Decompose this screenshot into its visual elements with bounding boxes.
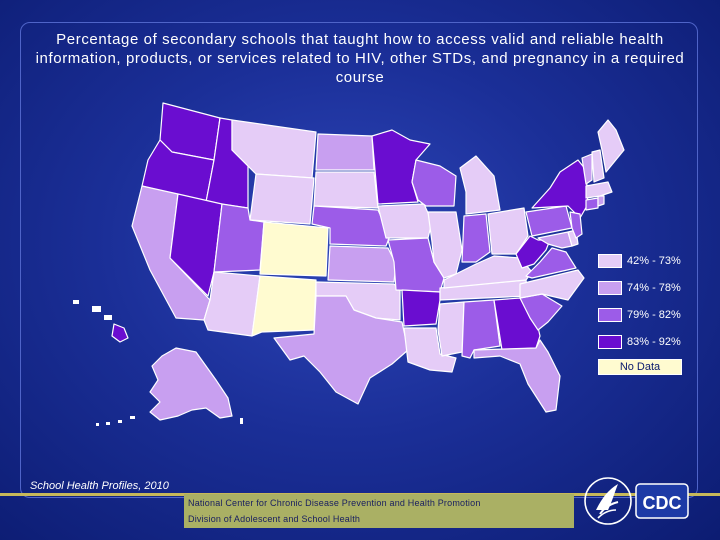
state-kansas	[328, 246, 396, 282]
legend-label-42-73: 42% - 73%	[627, 255, 681, 267]
legend-swatch-74-78	[598, 281, 622, 295]
legend-swatch-79-82	[598, 308, 622, 322]
state-new-hampshire	[592, 150, 604, 182]
cdc-logo-text: CDC	[642, 493, 682, 513]
hawaii-small-islands	[73, 300, 112, 320]
state-wyoming	[250, 174, 314, 224]
state-pennsylvania	[526, 206, 572, 236]
state-colorado	[260, 222, 328, 276]
state-mississippi	[438, 302, 464, 356]
hhs-eagle-icon	[585, 478, 631, 524]
footer-center-name: National Center for Chronic Disease Prevention and Health Promotion	[188, 498, 481, 508]
cdc-logo	[578, 468, 700, 534]
legend-swatch-83-92	[598, 335, 622, 349]
state-hawaii	[112, 324, 128, 342]
legend-label-79-82: 79% - 82%	[627, 309, 681, 321]
legend-swatch-42-73	[598, 254, 622, 268]
legend-no-data-label: No Data	[619, 361, 661, 373]
legend-label-74-78: 74% - 78%	[627, 282, 681, 294]
legend-label-83-92: 83% - 92%	[627, 336, 681, 348]
footer-division-name: Division of Adolescent and School Health	[188, 514, 361, 524]
state-arizona	[204, 272, 260, 336]
state-arkansas	[402, 290, 440, 326]
page-title: Percentage of secondary schools that taught how to access valid and reliable health information, products, or services related to HIV, other STDs, and pregnancy in a required course	[35, 31, 685, 86]
state-south-dakota	[314, 172, 378, 208]
source-citation: School Health Profiles, 2010	[30, 480, 169, 492]
state-florida	[474, 340, 560, 412]
state-alaska	[150, 348, 232, 420]
state-new-mexico	[252, 276, 316, 336]
state-connecticut	[586, 198, 598, 210]
state-rhode-island	[598, 196, 604, 206]
state-north-dakota	[316, 134, 374, 170]
state-wisconsin	[412, 160, 456, 206]
state-iowa	[378, 204, 432, 238]
state-indiana	[462, 214, 490, 262]
state-massachusetts	[586, 182, 612, 198]
state-michigan	[460, 156, 500, 214]
